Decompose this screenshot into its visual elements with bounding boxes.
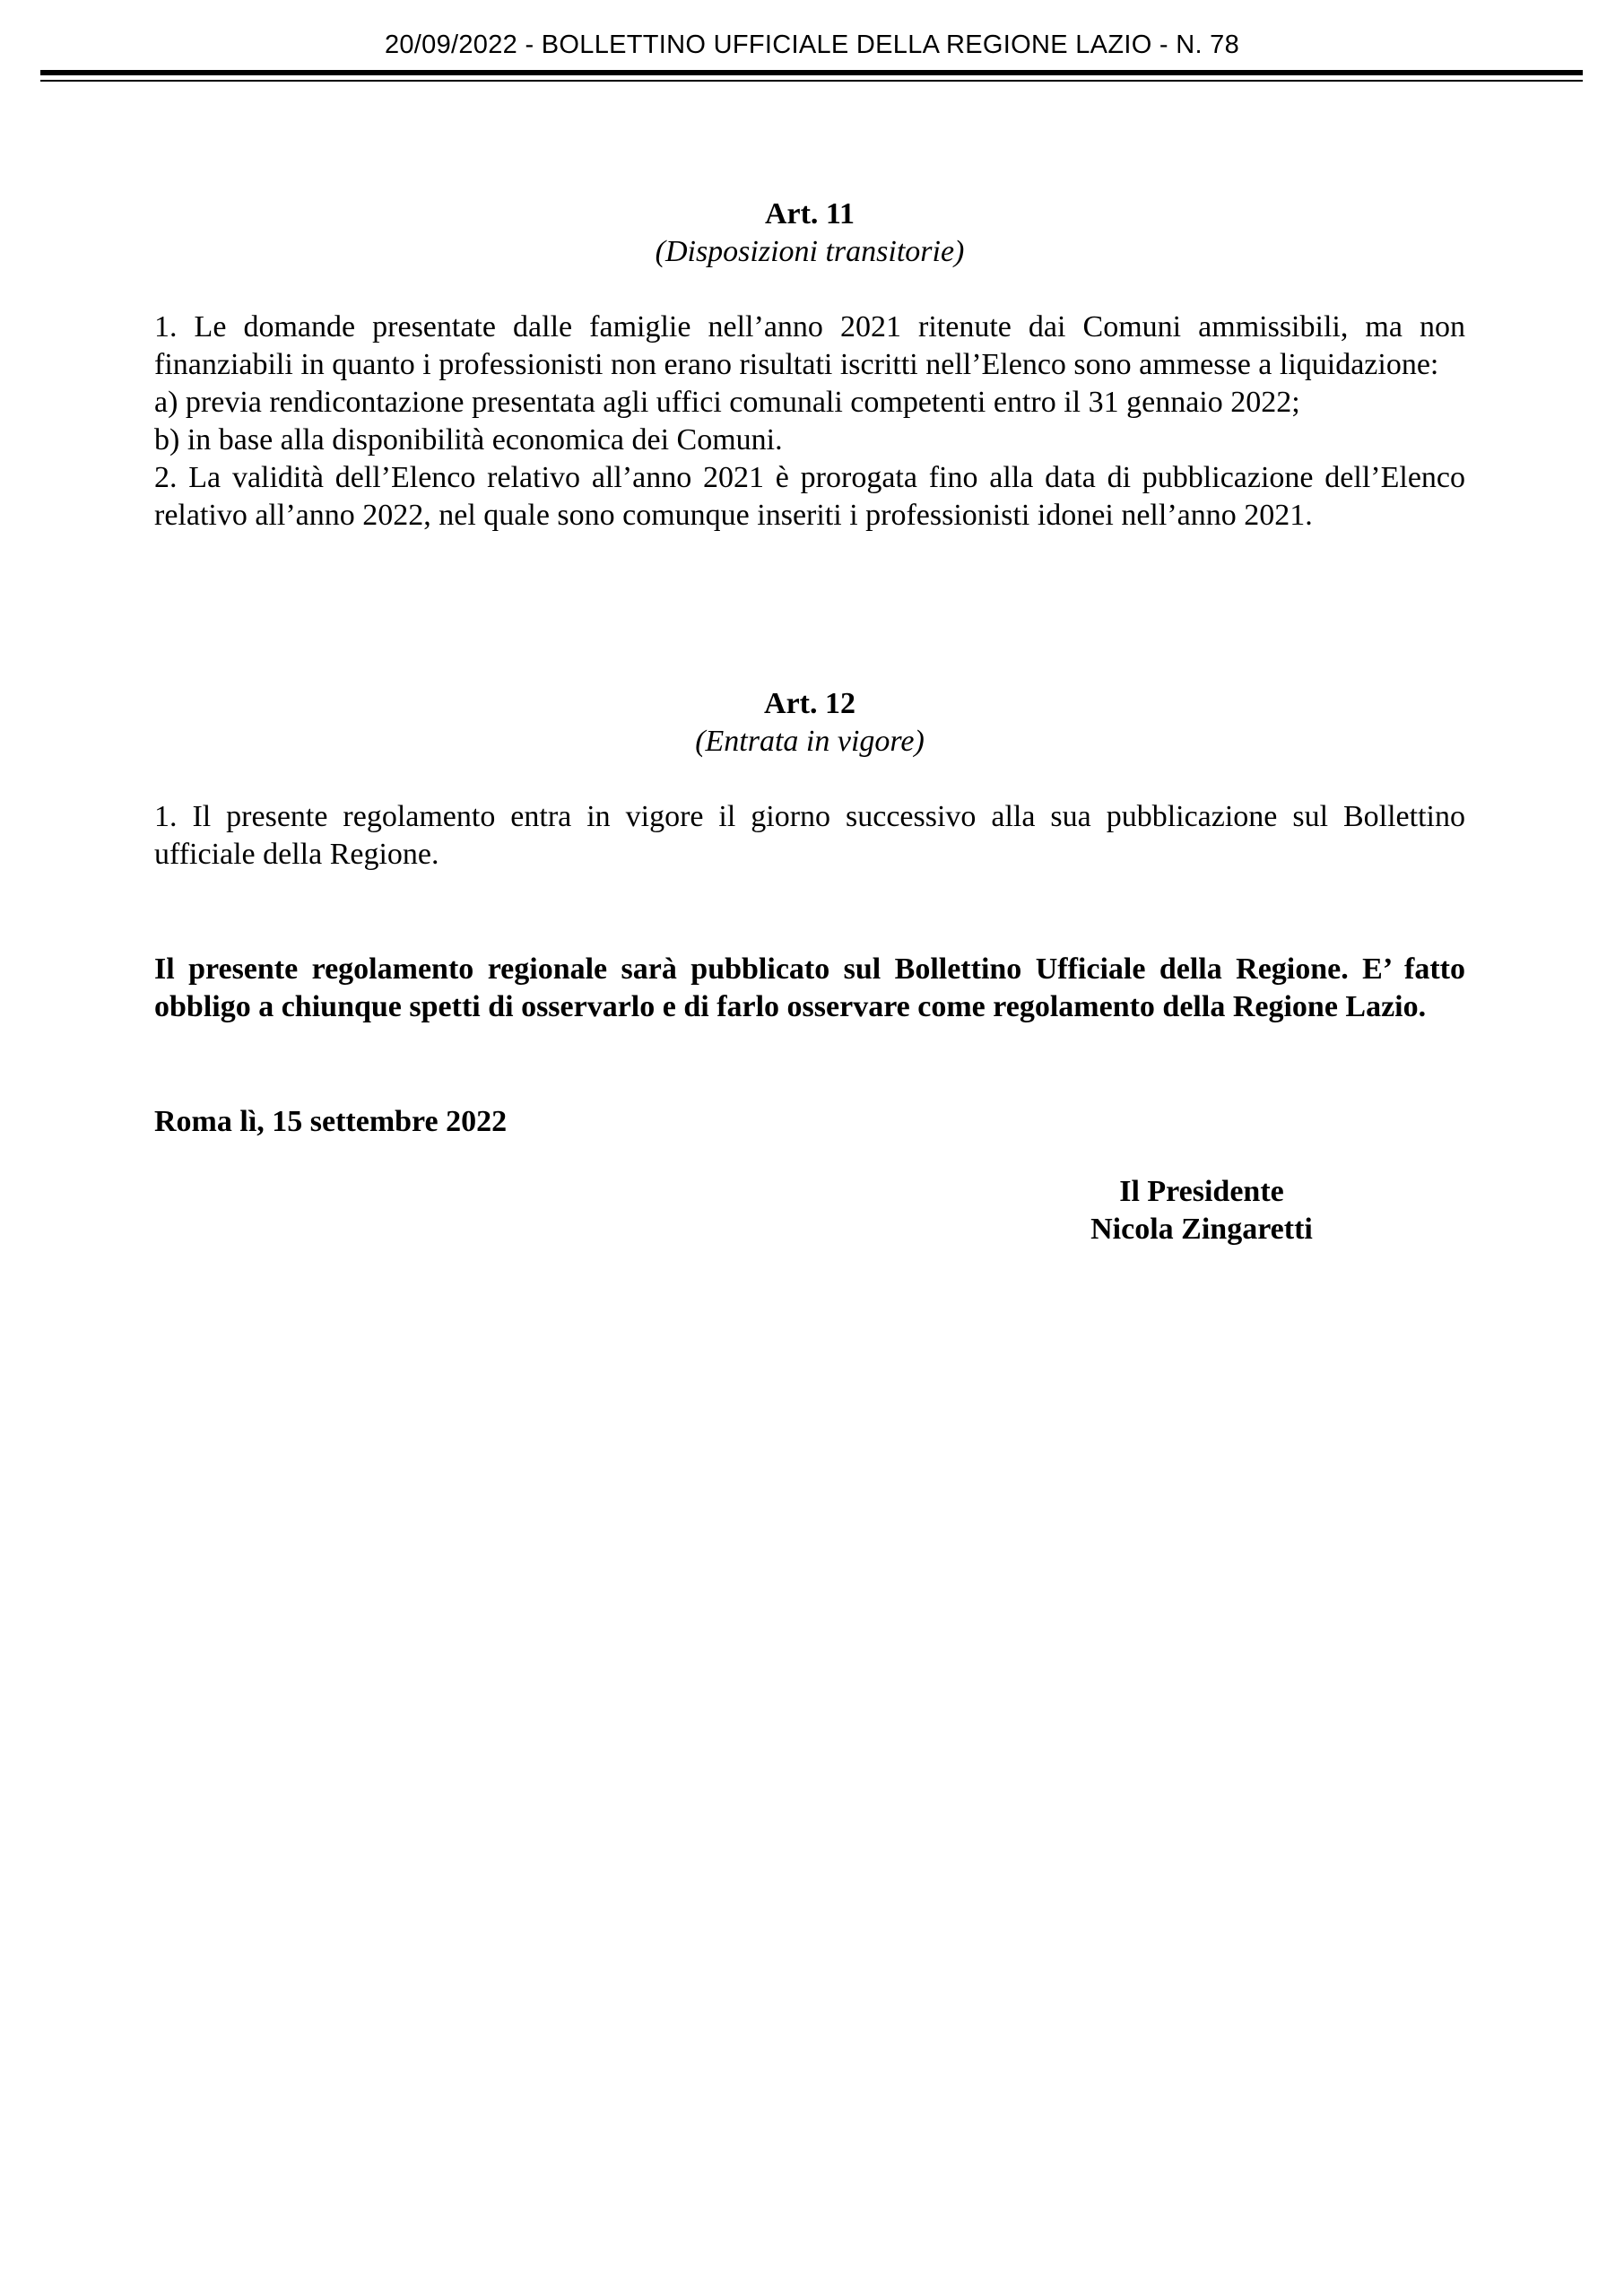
article-11-paragraph-1: 1. Le domande presentate dalle famiglie nell’anno 2021 ritenute dai Comuni ammissibili, ma non finanziabili in quanto i professionisti non erano risultati iscritti nell’Elenco sono ammesse a liquidazione: <box>154 310 1465 381</box>
header-rule-thick <box>40 70 1583 75</box>
closing-formula <box>154 951 1465 1026</box>
article-12-title: Art. 12 <box>764 687 855 720</box>
signature-role: Il Presidente <box>1119 1175 1284 1208</box>
header-rule-thin <box>40 80 1583 82</box>
article-11-paragraph-2: 2. La validità dell’Elenco relativo all’anno 2021 è prorogata fino alla data di pubblicazione dell’Elenco relativo all’anno 2022, nel quale sono comunque inseriti i professionisti idonei nell’anno 2021. <box>154 461 1465 532</box>
article-11-item-b: b) in base alla disponibilità economica dei Comuni. <box>154 423 783 457</box>
page-header: 20/09/2022 - BOLLETTINO UFFICIALE DELLA REGIONE LAZIO - N. 78 <box>384 30 1240 59</box>
article-12-paragraph-1: 1. Il presente regolamento entra in vigore il giorno successivo alla sua pubblicazione sul Bollettino ufficiale della Regione. <box>154 800 1465 871</box>
article-11-title: Art. 11 <box>764 197 855 230</box>
place-date: Roma lì, 15 settembre 2022 <box>154 1105 508 1138</box>
article-12-body <box>154 798 1465 874</box>
signature-block <box>1058 1173 1345 1248</box>
signature-name: Nicola Zingaretti <box>1090 1213 1313 1246</box>
article-11-subtitle: (Disposizioni transitorie) <box>655 235 965 268</box>
closing-text: Il presente regolamento regionale sarà pubblicato sul Bollettino Ufficiale della Regione. E’ fatto obbligo a chiunque spetti di osservarlo e di farlo osservare come regolamento della Regione Lazio. <box>154 952 1465 1023</box>
article-11-item-a: a) previa rendicontazione presentata agli uffici comunali competenti entro il 31 gennaio 2022; <box>154 386 1300 419</box>
article-12-heading <box>154 685 1465 761</box>
article-11-heading <box>154 196 1465 271</box>
article-12-subtitle: (Entrata in vigore) <box>695 725 925 758</box>
article-11-body <box>154 309 1465 535</box>
